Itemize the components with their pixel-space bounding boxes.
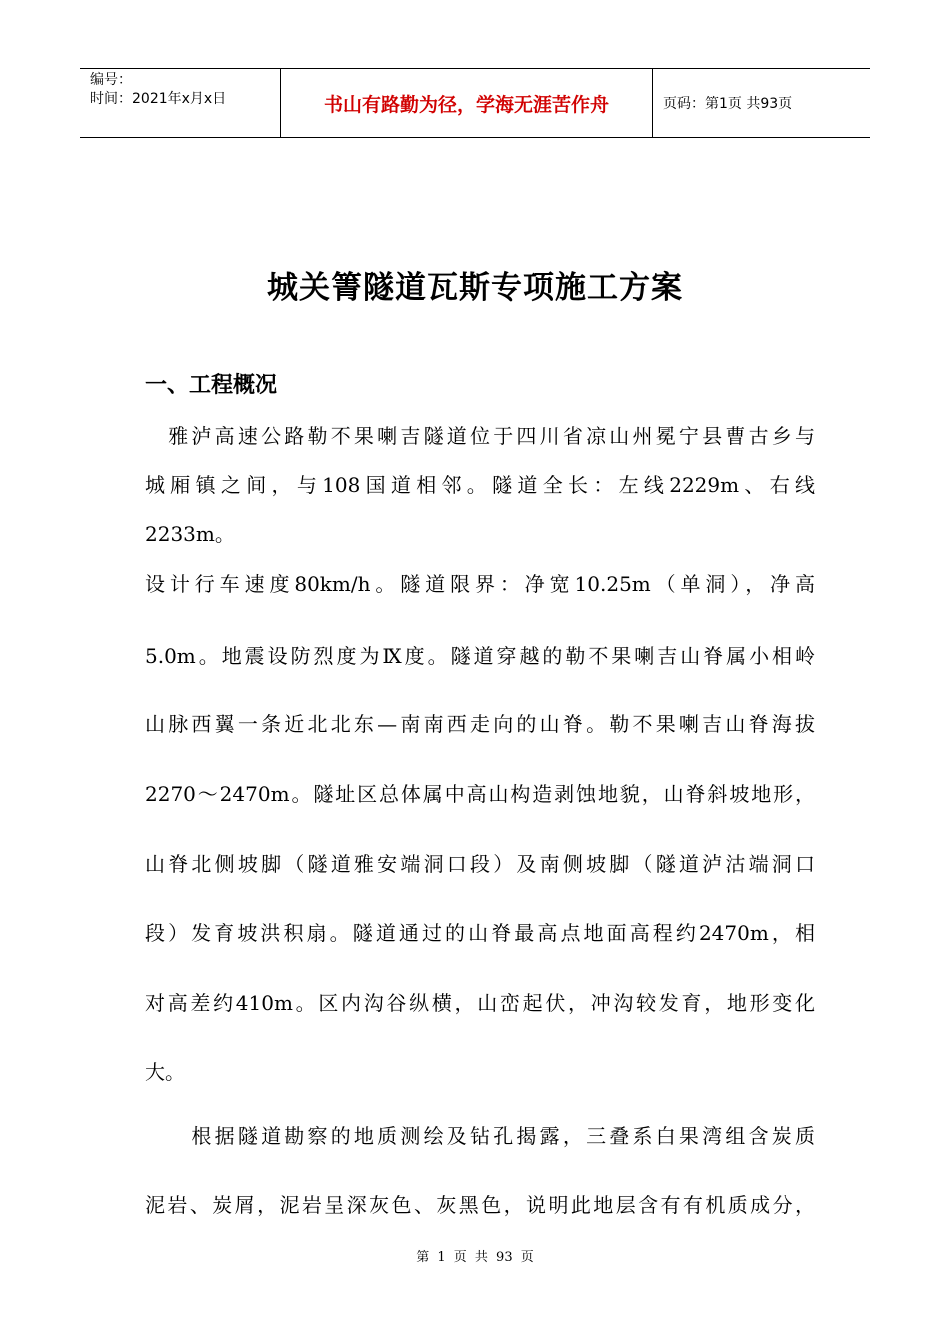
body-line: 山脊北侧坡脚（隧道雅安端洞口段）及南侧坡脚（隧道泸沽端洞口 [145,852,815,876]
body-line: 雅泸高速公路勒不果喇吉隧道位于四川省凉山州冕宁县曹古乡与 [145,424,815,448]
document-title: 城关箐隧道瓦斯专项施工方案 [267,270,683,306]
document-number-label: 编号： [90,72,132,88]
header-motto: 书山有路勤为径，学海无涯苦作舟 [323,93,609,116]
body-line: 大。 [145,1060,185,1084]
document-date: 时间：2021年x月x日 [90,91,227,107]
body-line: 泥岩、炭屑，泥岩呈深灰色、灰黑色，说明此地层含有有机质成分， [145,1193,815,1217]
body-line: 根据隧道勘察的地质测绘及钻孔揭露，三叠系白果湾组含炭质 [145,1124,815,1148]
header-table [80,68,870,138]
body-line: 2233m。 [145,522,235,546]
body-line: 5.0m。地震设防烈度为Ⅸ度。隧道穿越的勒不果喇吉山脊属小相岭 [145,644,815,668]
body-line: 2270～2470m。隧址区总体属中高山构造剥蚀地貌，山脊斜坡地形， [145,782,815,806]
header-page-cell [653,69,870,137]
header-motto-cell [281,69,653,137]
page-footer: 第 1 页 共 93 页 [416,1250,534,1265]
body-line: 对高差约410m。区内沟谷纵横，山峦起伏，冲沟较发育，地形变化 [145,991,815,1015]
body-line: 城厢镇之间，与108国道相邻。隧道全长：左线2229m、右线 [145,473,815,497]
body-line: 设计行车速度80km/h。隧道限界：净宽10.25m（单洞），净高 [145,572,815,596]
section-heading: 一、工程概况 [145,373,278,398]
body-line: 山脉西翼一条近北北东—南南西走向的山脊。勒不果喇吉山脊海拔 [145,712,815,736]
header-meta-cell [80,69,281,137]
header-page-info: 页码：第1页 共93页 [663,96,793,112]
body-line: 段）发育坡洪积扇。隧道通过的山脊最高点地面高程约2470m，相 [145,921,815,945]
